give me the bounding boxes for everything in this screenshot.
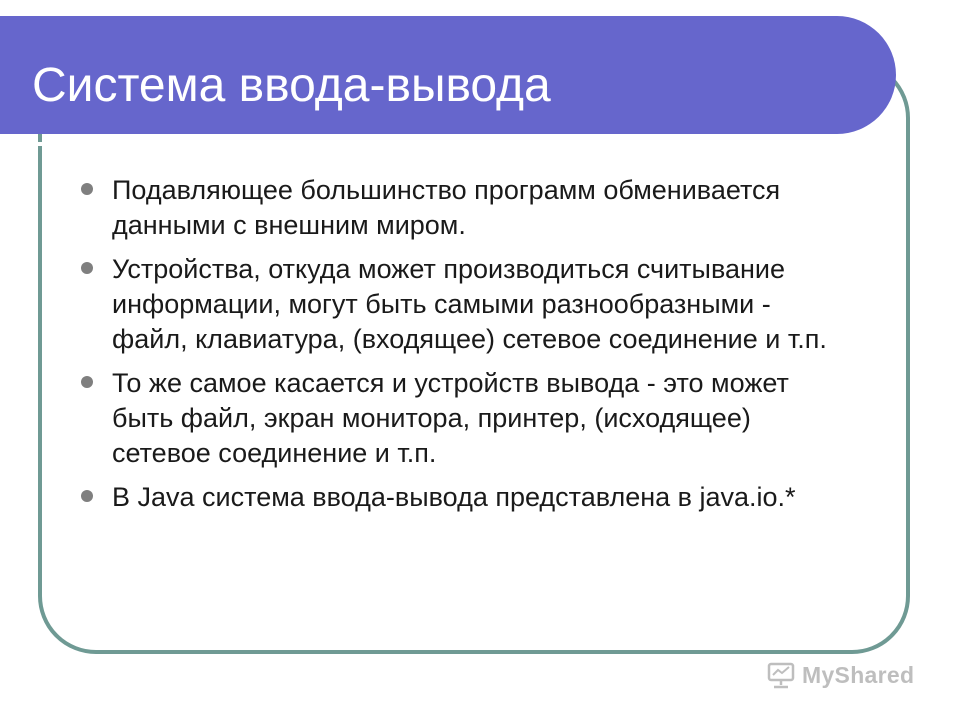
bullet-item — [78, 366, 838, 471]
title-underline — [0, 142, 848, 146]
title-bar — [0, 16, 896, 134]
bullet-item — [78, 173, 838, 243]
bullet-item — [78, 480, 838, 515]
watermark-text: MyShared — [802, 661, 915, 688]
presentation-board-icon — [766, 661, 796, 689]
bullet-dot-icon — [81, 376, 93, 388]
bullet-text: В Java система ввода-вывода представлена в java.io.* — [112, 482, 796, 512]
bullet-dot-icon — [81, 183, 93, 195]
bullet-item — [78, 252, 838, 357]
watermark — [766, 660, 914, 690]
bullet-text: Устройства, откуда может производиться считывание информации, могут быть самыми разнообразными - файл, клавиатура, (входящее) сетевое соединение и т.п. — [112, 254, 827, 354]
slide-title: Система ввода-вывода — [32, 59, 551, 112]
bullet-text: Подавляющее большинство программ обменивается данными с внешним миром. — [112, 175, 781, 240]
bullet-dot-icon — [81, 490, 93, 502]
bullet-list — [78, 173, 838, 524]
bullet-dot-icon — [81, 262, 93, 274]
bullet-text: То же самое касается и устройств вывода - это может быть файл, экран монитора, принтер, (исходящее) сетевое соединение и т.п. — [112, 368, 789, 468]
